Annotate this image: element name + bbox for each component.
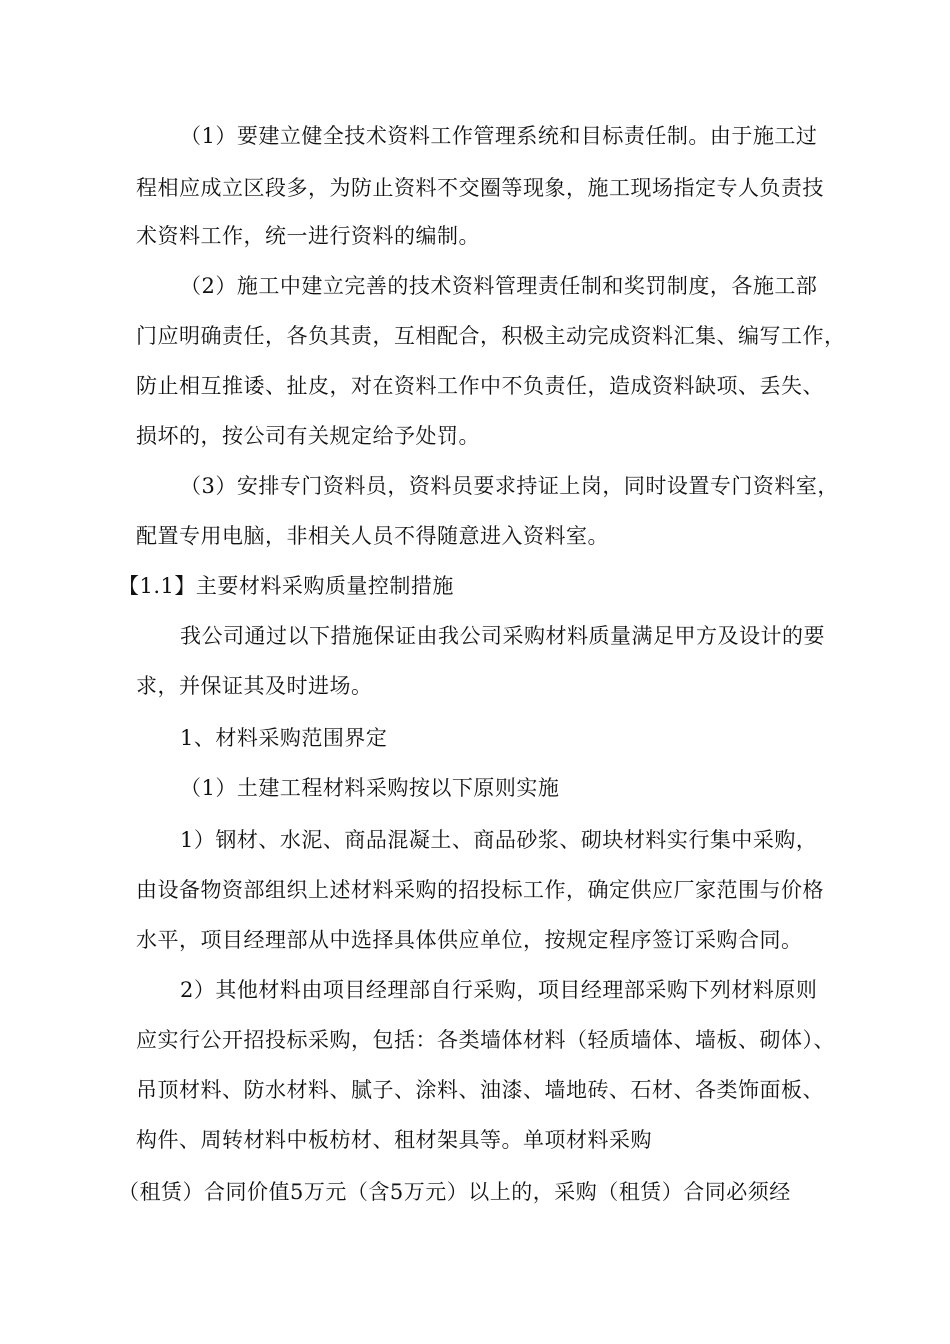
paragraph-2-line-1: （2）施工中建立完善的技术资料管理责任制和奖罚制度，各施工部 bbox=[180, 274, 818, 298]
paragraph-2-line-3: 防止相互推诿、扯皮，对在资料工作中不负责任，造成资料缺项、丢失、 bbox=[136, 374, 824, 398]
subheading-1: 1、材料采购范围界定 bbox=[180, 726, 388, 750]
paragraph-1-line-3: 术资料工作，统一进行资料的编制。 bbox=[136, 224, 480, 248]
item-1-line-3: 水平，项目经理部从中选择具体供应单位，按规定程序签订采购合同。 bbox=[136, 928, 803, 952]
paragraph-2-line-2: 门应明确责任，各负其责，互相配合，积极主动完成资料汇集、编写工作， bbox=[136, 324, 846, 348]
paragraph-1-line-1: （1）要建立健全技术资料工作管理系统和目标责任制。由于施工过 bbox=[180, 124, 818, 148]
paragraph-3-line-1: （3）安排专门资料员，资料员要求持证上岗，同时设置专门资料室， bbox=[180, 474, 839, 498]
item-1-line-2: 由设备物资部组织上述材料采购的招投标工作，确定供应厂家范围与价格 bbox=[136, 878, 824, 902]
item-1-line-1: 1）钢材、水泥、商品混凝土、商品砂浆、砌块材料实行集中采购， bbox=[180, 828, 818, 852]
paragraph-2-line-4: 损坏的，按公司有关规定给予处罚。 bbox=[136, 424, 480, 448]
subheading-2: （1）土建工程材料采购按以下原则实施 bbox=[180, 776, 560, 800]
paragraph-3-line-2: 配置专用电脑，非相关人员不得随意进入资料室。 bbox=[136, 524, 609, 548]
item-2-line-1: 2）其他材料由项目经理部自行采购，项目经理部采购下列材料原则 bbox=[180, 978, 818, 1002]
item-2-line-4: 构件、周转材料中板枋材、租材架具等。单项材料采购 bbox=[136, 1128, 652, 1152]
item-2-line-3: 吊顶材料、防水材料、腻子、涂料、油漆、墙地砖、石材、各类饰面板、 bbox=[136, 1078, 824, 1102]
intro-line-1: 我公司通过以下措施保证由我公司采购材料质量满足甲方及设计的要 bbox=[180, 624, 825, 648]
paragraph-1-line-2: 程相应成立区段多，为防止资料不交圈等现象，施工现场指定专人负责技 bbox=[136, 176, 824, 200]
intro-line-2: 求，并保证其及时进场。 bbox=[136, 674, 373, 698]
item-2-line-2: 应实行公开招投标采购，包括：各类墙体材料（轻质墙体、墙板、砌体）、 bbox=[136, 1028, 835, 1052]
item-2-line-5: （租赁）合同价值5万元（含5万元）以上的，采购（租赁）合同必须经 bbox=[118, 1180, 791, 1204]
section-heading: 【1.1】主要材料采购质量控制措施 bbox=[118, 574, 454, 598]
